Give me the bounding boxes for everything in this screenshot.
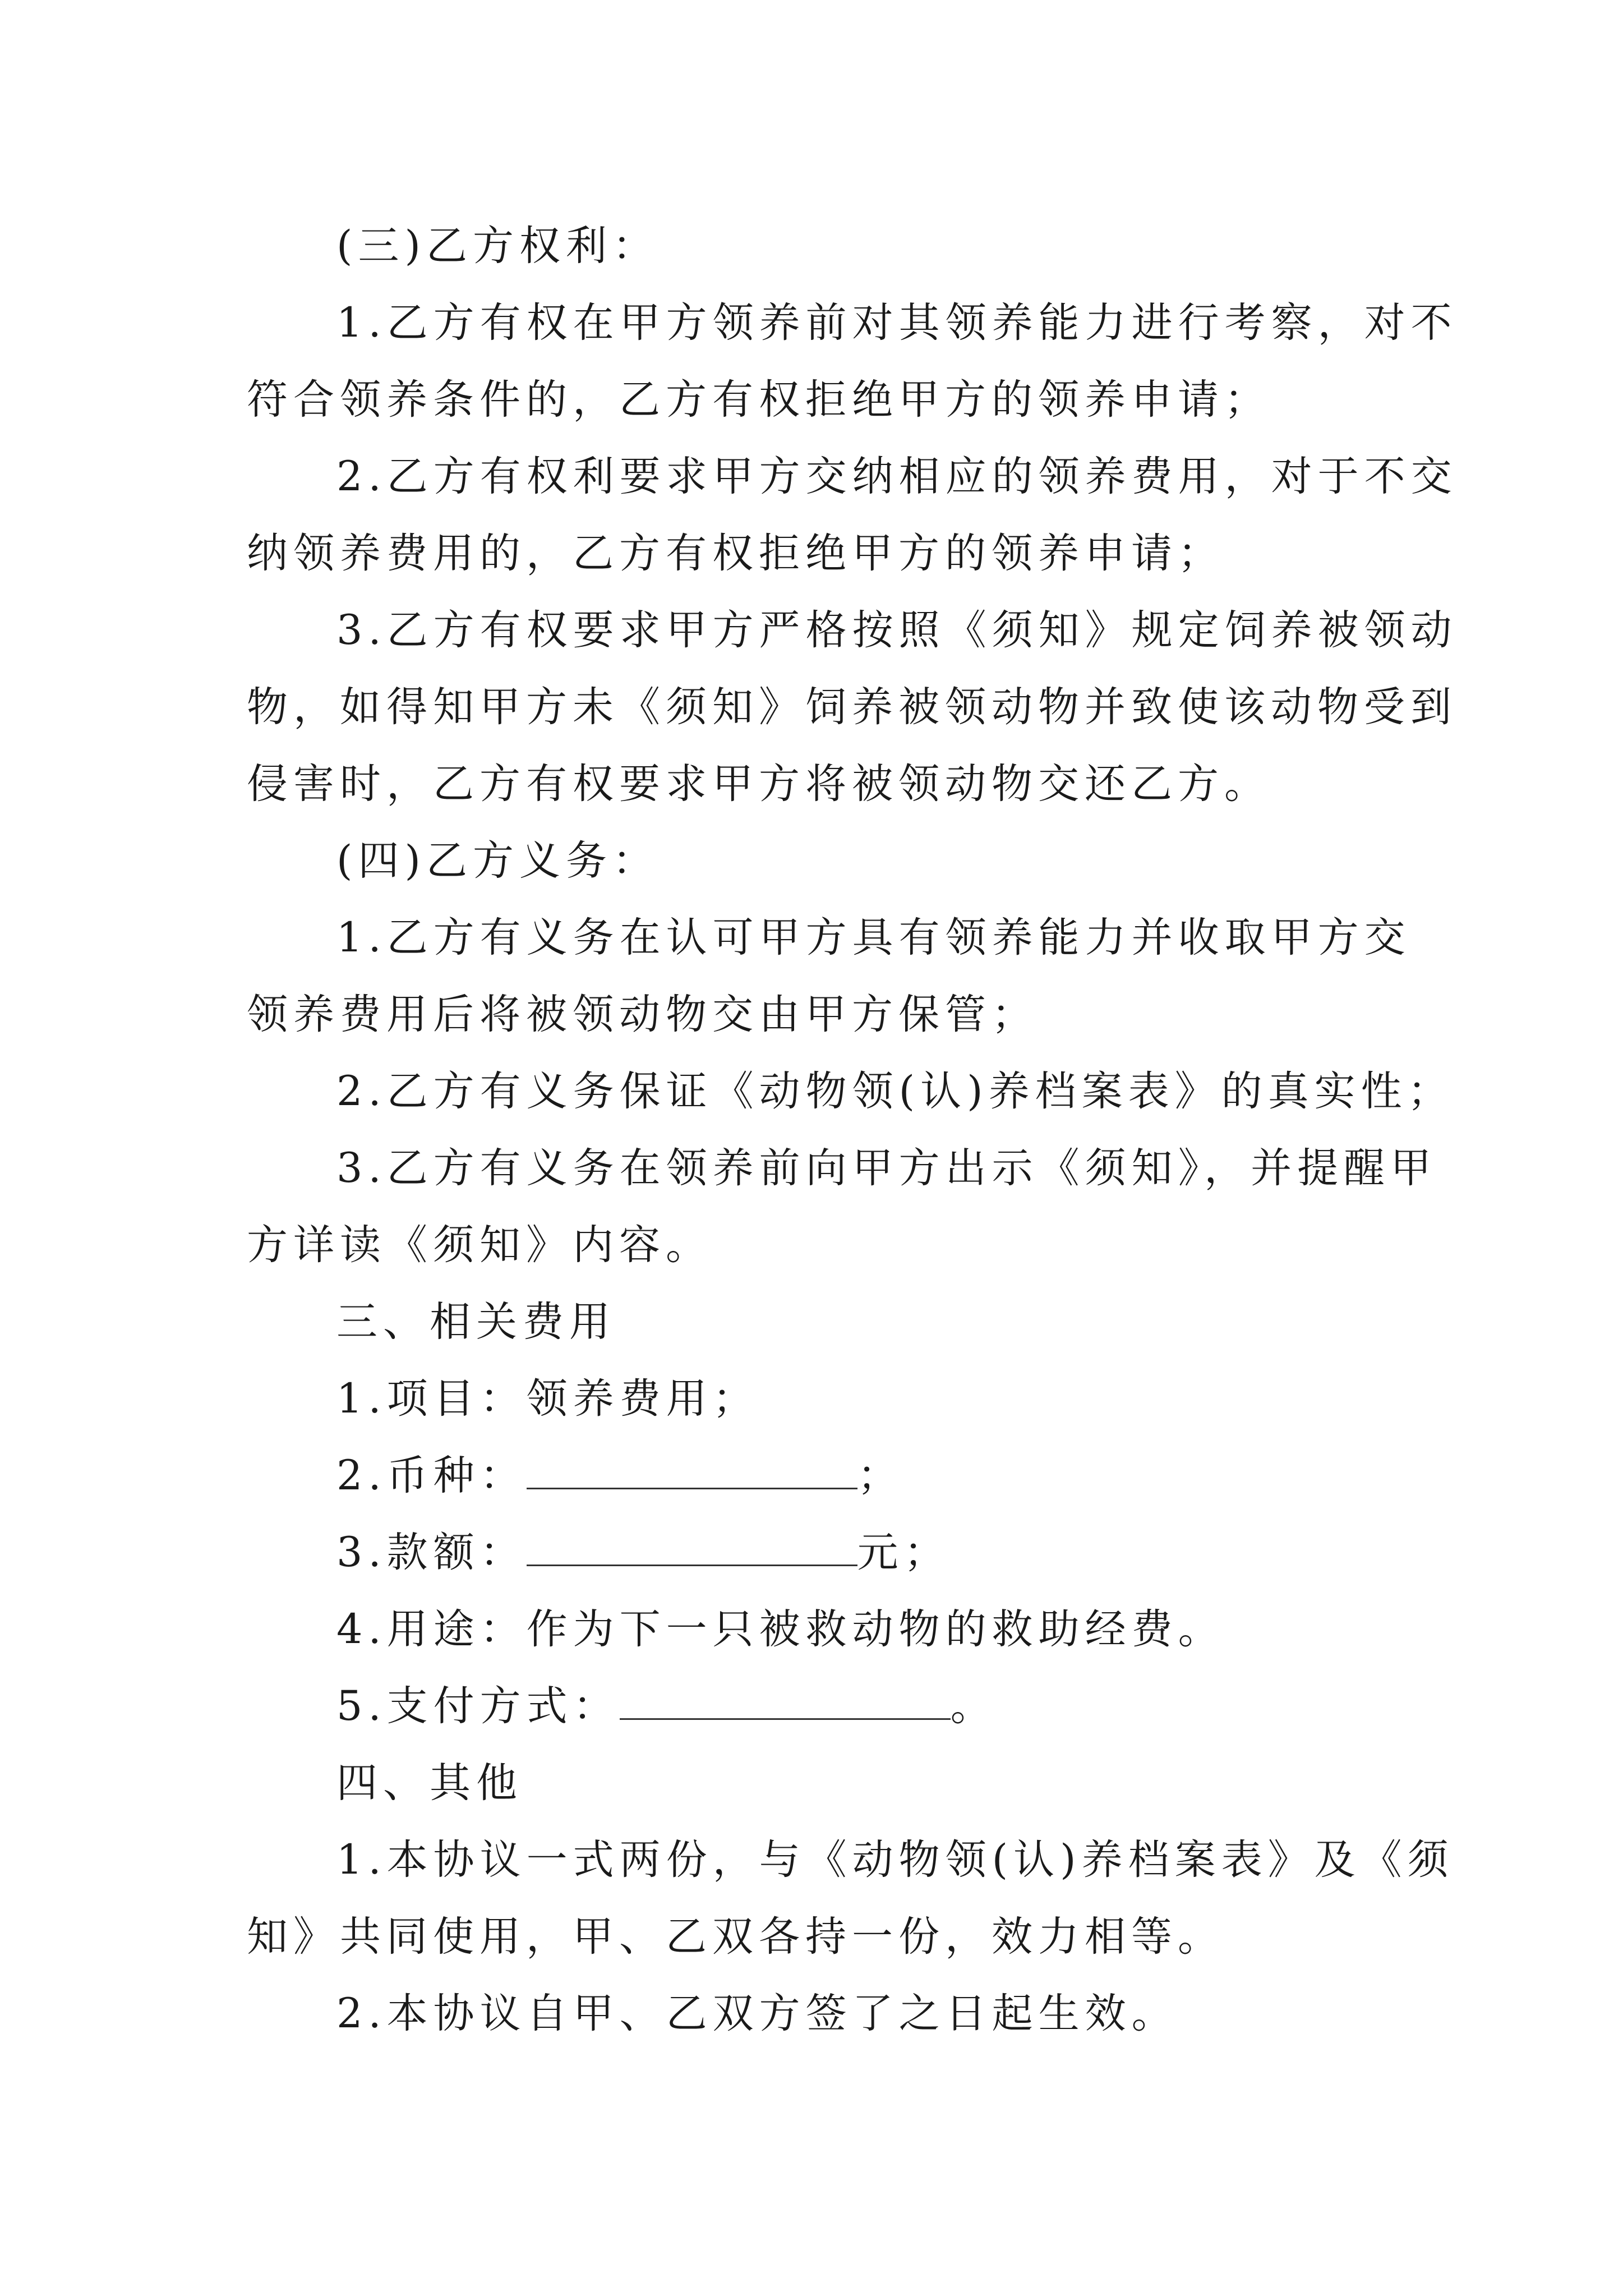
section-heading-party-b-duties: (四)乙方义务： (336, 837, 659, 885)
fee-item-purpose: 4.用途：作为下一只被救动物的救助经费。 (336, 1605, 1225, 1653)
paragraph-right-3-line-3: 侵害时，乙方有权要求甲方将被领动物交还乙方。 (247, 760, 1271, 808)
fee-currency-end: ； (857, 1452, 904, 1499)
section-heading-party-b-rights: (三)乙方权利： (336, 222, 659, 270)
fee-amount-end: 元； (857, 1529, 951, 1576)
paragraph-right-1-line-1: 1.乙方有权在甲方领养前对其领养能力进行考察，对不 (336, 299, 1458, 347)
paragraph-right-3-line-1: 3.乙方有权要求甲方严格按照《须知》规定饲养被领动 (336, 606, 1458, 654)
fee-item-amount (247, 1514, 1391, 1591)
fee-amount-blank (527, 1532, 857, 1566)
paragraph-duty-2-line-1: 2.乙方有义务保证《动物领(认)养档案表》的真实性； (336, 1068, 1454, 1115)
paragraph-duty-3-line-2: 方详读《须知》内容。 (247, 1221, 712, 1269)
paragraph-duty-1-line-2: 领养费用后将被领动物交由甲方保管； (247, 991, 1038, 1038)
paragraph-other-1-line-1: 1.本协议一式两份，与《动物领(认)养档案表》及《须 (336, 1836, 1454, 1884)
section-heading-other: 四、其他 (336, 1759, 523, 1807)
fee-amount-label: 3.款额： (336, 1529, 527, 1576)
paragraph-other-2-line-1: 2.本协议自甲、乙双方签了之日起生效。 (336, 1990, 1178, 2037)
document-page (247, 208, 1458, 2052)
paragraph-right-2-line-2: 纳领养费用的，乙方有权拒绝甲方的领养申请； (247, 530, 1224, 577)
paragraph-duty-1-line-1: 1.乙方有义务在认可甲方具有领养能力并收取甲方交 (336, 914, 1411, 961)
fee-currency-label: 2.币种： (336, 1452, 527, 1499)
fee-item-payment-method (247, 1668, 1391, 1745)
fee-currency-blank (527, 1455, 857, 1489)
fee-payment-blank (620, 1686, 951, 1720)
paragraph-right-2-line-1: 2.乙方有权利要求甲方交纳相应的领养费用，对于不交 (336, 453, 1458, 500)
fee-payment-end: 。 (950, 1682, 997, 1730)
fee-item-project: 1.项目：领养费用； (336, 1375, 759, 1423)
paragraph-right-3-line-2: 物，如得知甲方未《须知》饲养被领动物并致使该动物受到 (247, 683, 1457, 731)
paragraph-duty-3-line-1: 3.乙方有义务在领养前向甲方出示《须知》，并提醒甲 (336, 1144, 1437, 1192)
paragraph-other-1-line-2: 知》共同使用，甲、乙双各持一份，效力相等。 (247, 1913, 1224, 1961)
fee-payment-label: 5.支付方式： (336, 1682, 620, 1730)
fee-item-currency (247, 1437, 1391, 1514)
section-heading-fees: 三、相关费用 (336, 1298, 616, 1346)
paragraph-right-1-line-2: 符合领养条件的，乙方有权拒绝甲方的领养申请； (247, 376, 1271, 424)
